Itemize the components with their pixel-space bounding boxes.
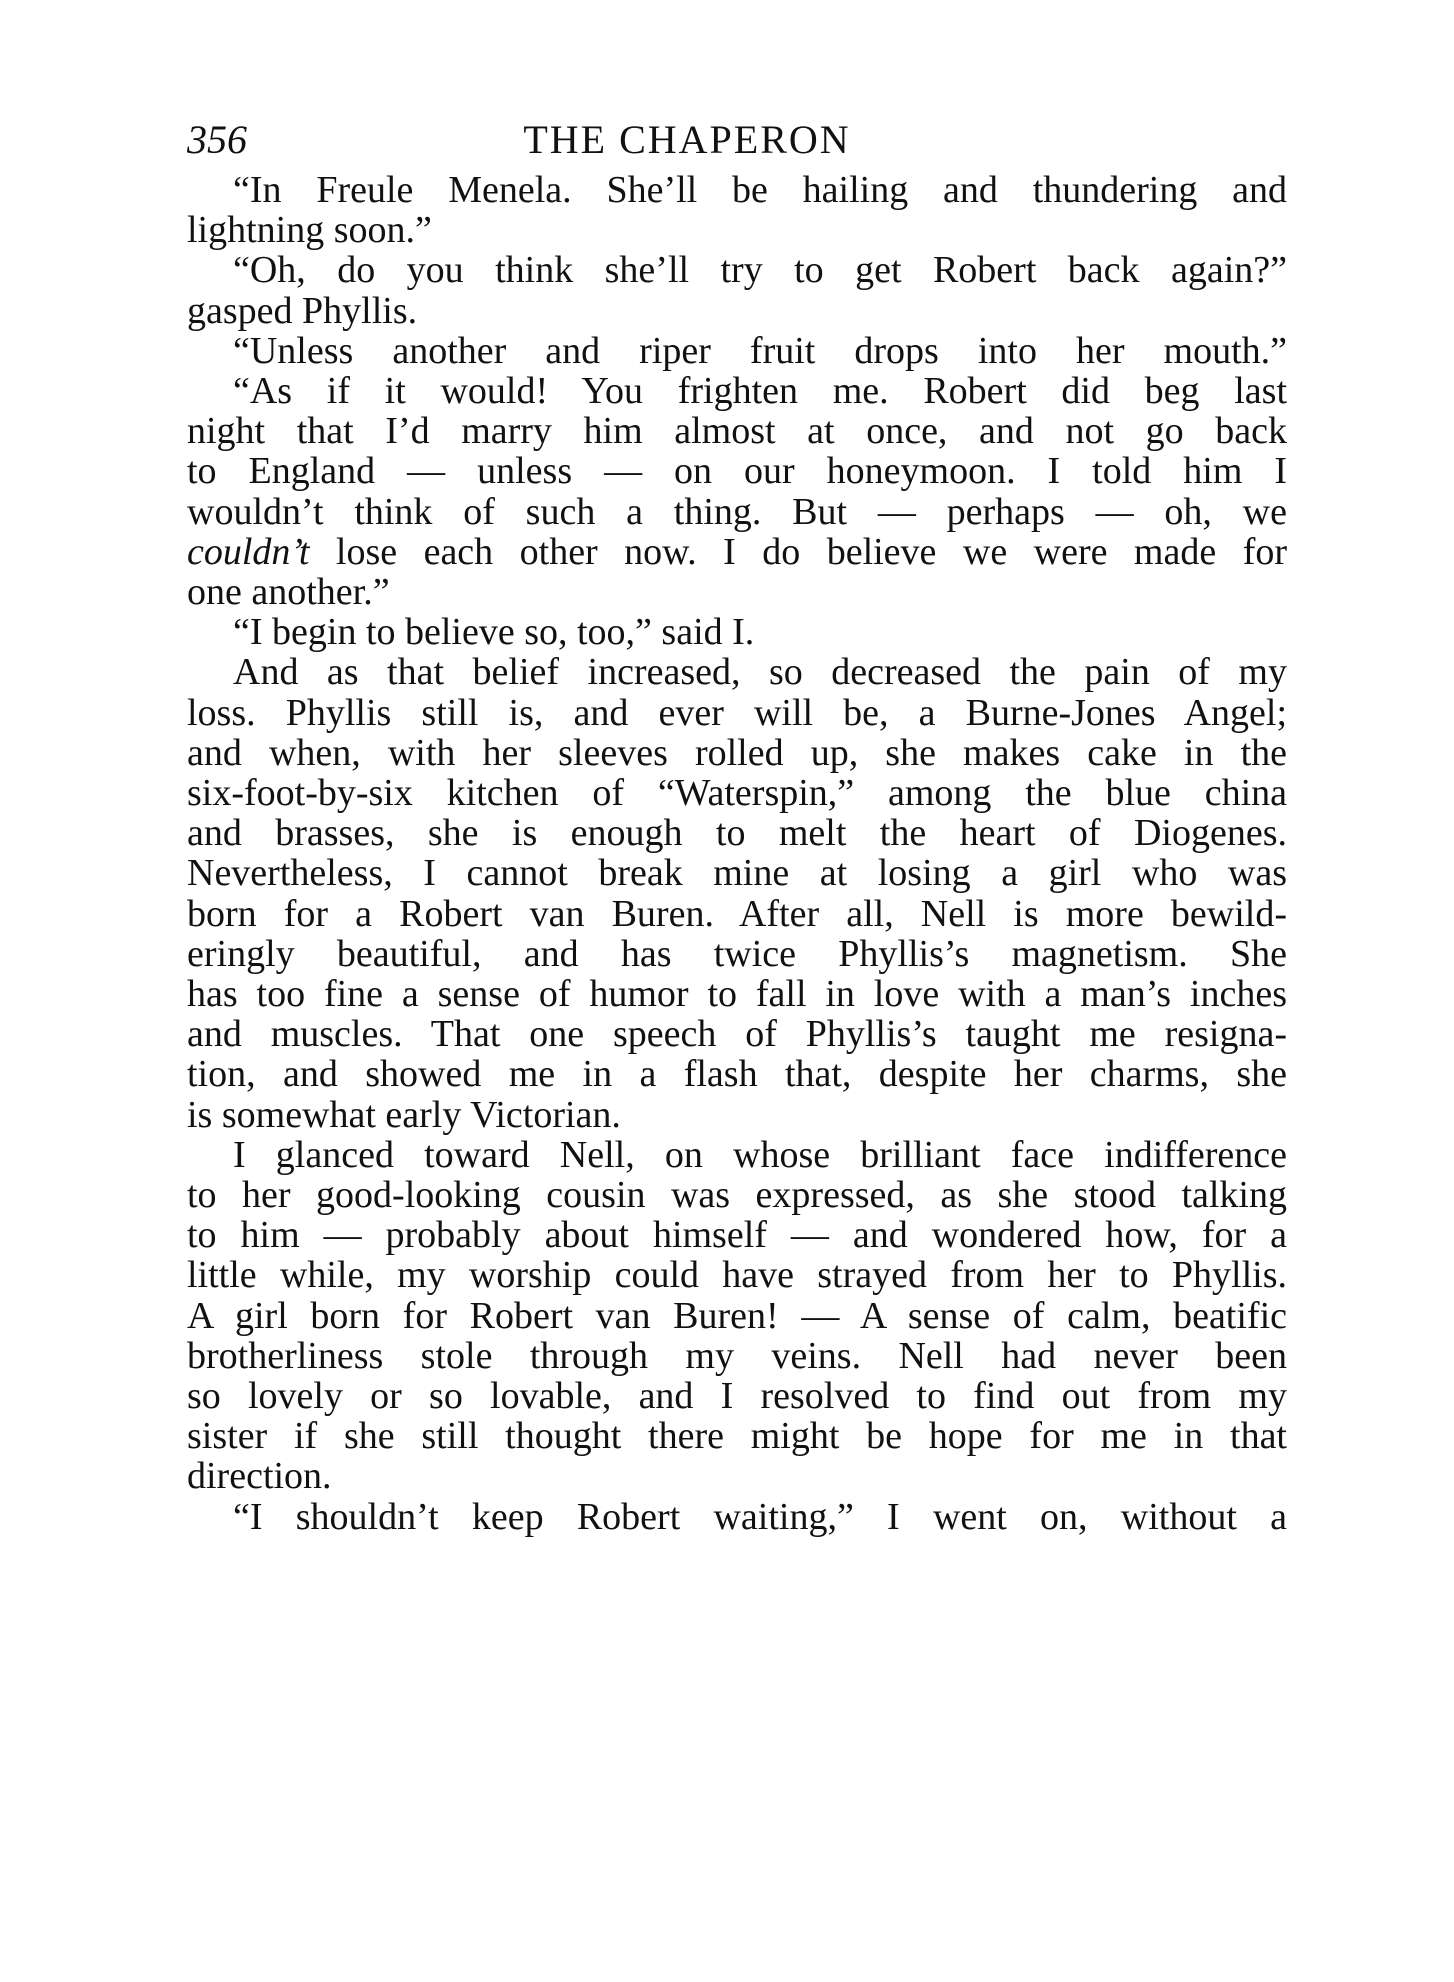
text-line: “I shouldn’t keep Robert waiting,” I went on, without a	[233, 1495, 1287, 1538]
line-rest: lose each other now. I do believe we were made for	[309, 530, 1287, 573]
text-line: gasped Phyllis.	[187, 289, 418, 332]
text-line: “Oh, do you think she’ll try to get Robert back again?”	[233, 249, 1287, 292]
text-line: night that I’d marry him almost at once, and not go back	[187, 410, 1287, 453]
text-line: sister if she still thought there might be hope for me in that	[187, 1415, 1287, 1458]
text-line: A girl born for Robert van Buren! — A sense of calm, beatific	[187, 1294, 1287, 1337]
text-line: and brasses, she is enough to melt the heart of Diogenes.	[187, 812, 1287, 855]
text-line: “In Freule Menela. She’ll be hailing and thundering and	[233, 169, 1287, 211]
page-header	[187, 110, 1287, 170]
text-line: and when, with her sleeves rolled up, she makes cake in the	[187, 731, 1287, 774]
page-number: 356	[187, 117, 247, 162]
text-line: “I begin to believe so, too,” said I.	[233, 611, 755, 654]
italic-word: couldn’t	[187, 530, 310, 573]
text-line: And as that belief increased, so decreased the pain of my	[233, 651, 1287, 694]
text-line: “Unless another and riper fruit drops into her mouth.”	[233, 329, 1287, 372]
text-line: little while, my worship could have strayed from her to Phyllis.	[187, 1254, 1287, 1297]
running-head: THE CHAPERON	[523, 117, 851, 162]
text-line: born for a Robert van Buren. After all, Nell is more bewild-	[187, 892, 1287, 935]
text-line: one another.”	[187, 571, 390, 613]
text-line: and muscles. That one speech of Phyllis’s taught me resigna-	[187, 1013, 1287, 1056]
text-line: to him — probably about himself — and wondered how, for a	[187, 1214, 1287, 1257]
text-line: so lovely or so lovable, and I resolved to find out from my	[187, 1375, 1287, 1417]
text-line: direction.	[187, 1455, 332, 1498]
text-line: six-foot-by-six kitchen of “Waterspin,” among the blue china	[187, 772, 1287, 814]
text-line: is somewhat early Victorian.	[187, 1093, 621, 1136]
text-line: to her good-looking cousin was expressed, as she stood talking	[187, 1174, 1287, 1216]
text-line: wouldn’t think of such a thing. But — perhaps — oh, we	[187, 490, 1287, 533]
text-line: loss. Phyllis still is, and ever will be, a Burne-Jones Angel;	[187, 691, 1287, 734]
text-line: “As if it would! You frighten me. Robert did beg last	[233, 370, 1287, 412]
text-line: brotherliness stole through my veins. Nell had never been	[187, 1334, 1287, 1377]
text-line: tion, and showed me in a flash that, despite her charms, she	[187, 1053, 1287, 1096]
text-line: eringly beautiful, and has twice Phyllis’s magnetism. She	[187, 932, 1287, 975]
text-line: I glanced toward Nell, on whose brilliant face indifference	[233, 1133, 1287, 1176]
text-line: lightning soon.”	[187, 209, 432, 252]
text-line: has too fine a sense of humor to fall in love with a man’s inches	[187, 973, 1287, 1015]
text-line: to England — unless — on our honeymoon. I told him I	[187, 450, 1287, 493]
text-line: Nevertheless, I cannot break mine at losing a girl who was	[187, 852, 1287, 895]
